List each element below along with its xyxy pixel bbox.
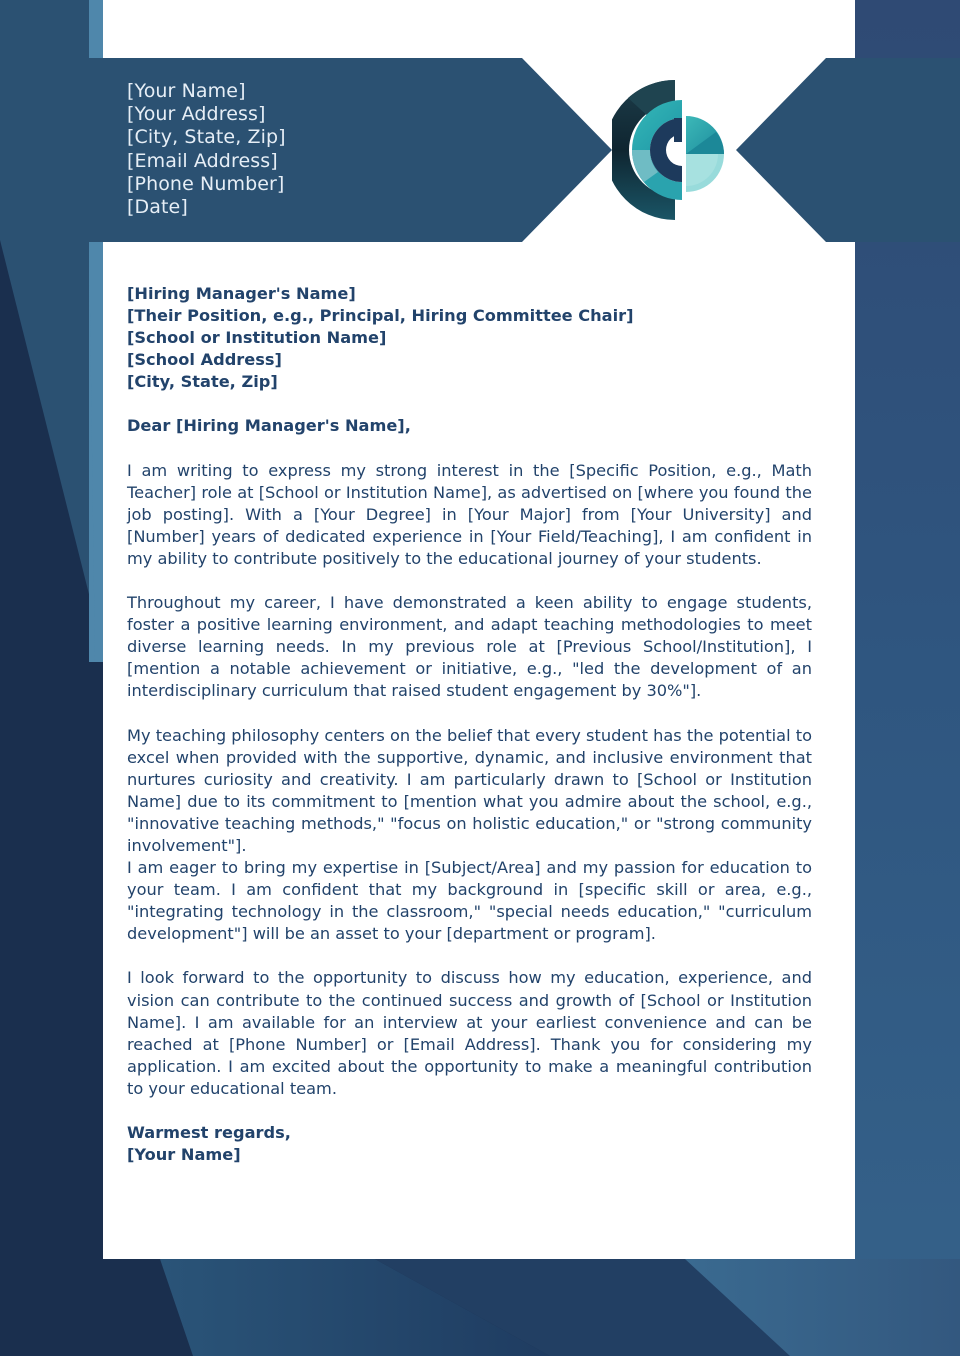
sender-address: [Your Address]	[127, 103, 266, 126]
body-paragraph-philosophy: My teaching philosophy centers on the belief that every student has the potential to excel when provided with the supportive, dynamic, and inclusive environment that nurtures curiosity and creativity. I am particularly drawn to [School or Institution Name] due to its commitment to [mention what you admire about the school, e.g., "innovative teaching methods," "focus on holistic education," or "strong community involvement"].	[127, 725, 812, 855]
recipient-address: [School Address]	[127, 350, 282, 370]
sender-date: [Date]	[127, 196, 188, 219]
recipient-institution: [School or Institution Name]	[127, 328, 387, 348]
salutation: Dear [Hiring Manager's Name],	[127, 416, 411, 436]
sender-block	[127, 80, 286, 219]
body-paragraph-experience: Throughout my career, I have demonstrated a keen ability to engage students, foster a positive learning environment, and adapt teaching methodologies to meet diverse learning needs. In my previous role at [Previous School/Institution], I [mention a notable achievement or initiative, e.g., "led the development of an interdisciplinary curriculum that raised student engagement by 30%"].	[127, 593, 812, 701]
sender-phone: [Phone Number]	[127, 172, 285, 195]
body-paragraph-expertise: I am eager to bring my expertise in [Subject/Area] and my passion for education to your team. I am confident that my background in [specific skill or area, e.g., "integrating technology in the classroom," "special needs education," "curriculum development"] will be an asset to your [department or program].	[127, 858, 812, 944]
letter-content	[127, 283, 812, 1166]
logo-light-quarter-inner	[686, 154, 718, 186]
recipient-name: [Hiring Manager's Name]	[127, 284, 356, 303]
sender-city-state-zip: [City, State, Zip]	[127, 126, 286, 149]
recipient-position: [Their Position, e.g., Principal, Hiring Committee Chair]	[127, 306, 634, 326]
recipient-city-state-zip: [City, State, Zip]	[127, 372, 278, 392]
signature-name: [Your Name]	[127, 1145, 241, 1165]
body-paragraph-closing: I look forward to the opportunity to discuss how my education, experience, and vision can contribute to the continued success and growth of [School or Institution Name]. I am available for an interview at your earliest convenience and can be reached at [Phone Number] or [Email Address]. Thank you for considering my application. I am excited about the opportunity to make a meaningful contribution to your educational team.	[127, 968, 812, 1098]
valediction: Warmest regards,	[127, 1123, 291, 1142]
sender-name: [Your Name]	[127, 80, 246, 102]
sender-email: [Email Address]	[127, 149, 278, 172]
closing-block	[127, 1122, 812, 1166]
header-band-right	[736, 58, 960, 242]
body-paragraph-intro: I am writing to express my strong interest in the [Specific Position, e.g., Math Teacher] role at [School or Institution Name], as advertised on [where you found the job posting]. With a [Your Degree] in [Your Major] from [Your University] and [Number] years of dedicated experience in [Your Field/Teaching], I am confident in my ability to contribute positively to the educational journey of your students.	[127, 460, 812, 568]
logo-inner-bar	[674, 118, 682, 142]
recipient-block	[127, 283, 812, 393]
abstract-c-logo-icon	[612, 78, 742, 222]
